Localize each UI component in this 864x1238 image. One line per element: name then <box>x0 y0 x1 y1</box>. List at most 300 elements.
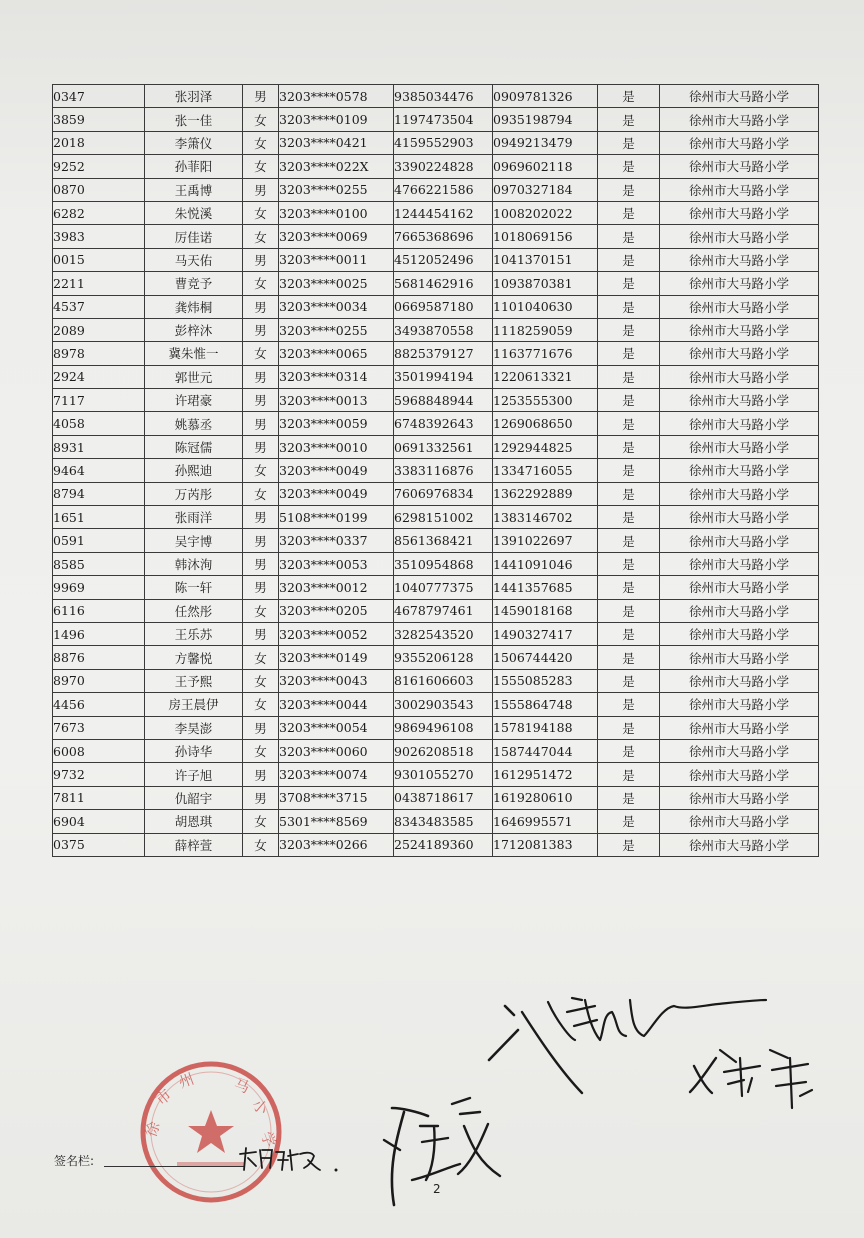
student-code-cell: 7117 <box>53 389 145 412</box>
student-name-cell: 张一佳 <box>145 108 243 131</box>
status-cell: 是 <box>598 108 660 131</box>
svg-text:徐: 徐 <box>141 1119 164 1140</box>
handwritten-name-signature <box>234 1140 344 1176</box>
svg-text:马: 马 <box>231 1074 252 1097</box>
number-b-cell: 1253555300 <box>493 389 598 412</box>
status-cell: 是 <box>598 622 660 645</box>
id-card-cell: 3203****0025 <box>279 272 394 295</box>
table-row <box>53 412 819 435</box>
number-a-cell: 1040777375 <box>394 576 493 599</box>
student-code-cell: 8978 <box>53 342 145 365</box>
table-row <box>53 482 819 505</box>
id-card-cell: 3708****3715 <box>279 786 394 809</box>
school-cell: 徐州市大马路小学 <box>660 576 819 599</box>
number-a-cell: 9301055270 <box>394 763 493 786</box>
number-a-cell: 0669587180 <box>394 295 493 318</box>
number-b-cell: 1391022697 <box>493 529 598 552</box>
student-code-cell: 9252 <box>53 155 145 178</box>
table-row <box>53 506 819 529</box>
school-cell: 徐州市大马路小学 <box>660 365 819 388</box>
number-b-cell: 1646995571 <box>493 810 598 833</box>
gender-cell: 男 <box>243 576 279 599</box>
status-cell: 是 <box>598 248 660 271</box>
gender-cell: 男 <box>243 506 279 529</box>
student-code-cell: 0870 <box>53 178 145 201</box>
number-a-cell: 9869496108 <box>394 716 493 739</box>
number-a-cell: 9385034476 <box>394 85 493 108</box>
school-cell: 徐州市大马路小学 <box>660 459 819 482</box>
number-b-cell: 1459018168 <box>493 599 598 622</box>
student-code-cell: 4537 <box>53 295 145 318</box>
number-a-cell: 4512052496 <box>394 248 493 271</box>
status-cell: 是 <box>598 389 660 412</box>
school-cell: 徐州市大马路小学 <box>660 342 819 365</box>
table-row <box>53 576 819 599</box>
id-card-cell: 3203****0049 <box>279 482 394 505</box>
number-a-cell: 6748392643 <box>394 412 493 435</box>
table-row <box>53 763 819 786</box>
table-row <box>53 108 819 131</box>
school-cell: 徐州市大马路小学 <box>660 248 819 271</box>
student-code-cell: 2211 <box>53 272 145 295</box>
gender-cell: 男 <box>243 412 279 435</box>
student-name-cell: 厉佳诺 <box>145 225 243 248</box>
school-cell: 徐州市大马路小学 <box>660 646 819 669</box>
status-cell: 是 <box>598 786 660 809</box>
gender-cell: 男 <box>243 295 279 318</box>
id-card-cell: 3203****0100 <box>279 201 394 224</box>
id-card-cell: 3203****0065 <box>279 342 394 365</box>
student-code-cell: 9464 <box>53 459 145 482</box>
status-cell: 是 <box>598 459 660 482</box>
table-row <box>53 225 819 248</box>
status-cell: 是 <box>598 763 660 786</box>
number-a-cell: 6298151002 <box>394 506 493 529</box>
number-b-cell: 1269068650 <box>493 412 598 435</box>
student-code-cell: 8970 <box>53 669 145 692</box>
svg-text:州: 州 <box>176 1069 197 1092</box>
student-code-cell: 8931 <box>53 435 145 458</box>
school-cell: 徐州市大马路小学 <box>660 318 819 341</box>
number-a-cell: 0691332561 <box>394 435 493 458</box>
student-name-cell: 李昊澎 <box>145 716 243 739</box>
id-card-cell: 3203****0255 <box>279 318 394 341</box>
official-seal-stamp <box>137 1058 285 1206</box>
student-name-cell: 冀朱惟一 <box>145 342 243 365</box>
school-cell: 徐州市大马路小学 <box>660 435 819 458</box>
school-cell: 徐州市大马路小学 <box>660 131 819 154</box>
school-cell: 徐州市大马路小学 <box>660 599 819 622</box>
table-row <box>53 622 819 645</box>
number-a-cell: 4678797461 <box>394 599 493 622</box>
id-card-cell: 3203****0205 <box>279 599 394 622</box>
student-code-cell: 6904 <box>53 810 145 833</box>
svg-text:学: 学 <box>257 1129 280 1150</box>
school-cell: 徐州市大马路小学 <box>660 155 819 178</box>
table-row <box>53 599 819 622</box>
gender-cell: 女 <box>243 108 279 131</box>
number-b-cell: 1441357685 <box>493 576 598 599</box>
number-a-cell: 7606976834 <box>394 482 493 505</box>
school-cell: 徐州市大马路小学 <box>660 201 819 224</box>
number-a-cell: 9355206128 <box>394 646 493 669</box>
gender-cell: 女 <box>243 833 279 856</box>
student-name-cell: 马天佑 <box>145 248 243 271</box>
number-b-cell: 0970327184 <box>493 178 598 201</box>
id-card-cell: 3203****0052 <box>279 622 394 645</box>
status-cell: 是 <box>598 272 660 295</box>
student-code-cell: 2924 <box>53 365 145 388</box>
gender-cell: 男 <box>243 178 279 201</box>
student-name-cell: 龚炜桐 <box>145 295 243 318</box>
page-number: 2 <box>433 1182 441 1196</box>
number-b-cell: 1587447044 <box>493 739 598 762</box>
student-name-cell: 王乐苏 <box>145 622 243 645</box>
table-row <box>53 248 819 271</box>
gender-cell: 男 <box>243 85 279 108</box>
number-b-cell: 1118259059 <box>493 318 598 341</box>
number-a-cell: 8561368421 <box>394 529 493 552</box>
gender-cell: 女 <box>243 225 279 248</box>
id-card-cell: 3203****0314 <box>279 365 394 388</box>
gender-cell: 男 <box>243 318 279 341</box>
signature-line <box>104 1166 244 1167</box>
gender-cell: 男 <box>243 389 279 412</box>
id-card-cell: 3203****0043 <box>279 669 394 692</box>
id-card-cell: 3203****0578 <box>279 85 394 108</box>
status-cell: 是 <box>598 552 660 575</box>
table-row <box>53 295 819 318</box>
school-cell: 徐州市大马路小学 <box>660 529 819 552</box>
gender-cell: 女 <box>243 342 279 365</box>
school-cell: 徐州市大马路小学 <box>660 178 819 201</box>
school-cell: 徐州市大马路小学 <box>660 85 819 108</box>
id-card-cell: 3203****0059 <box>279 412 394 435</box>
student-code-cell: 3983 <box>53 225 145 248</box>
gender-cell: 女 <box>243 459 279 482</box>
svg-text:市: 市 <box>152 1085 176 1110</box>
status-cell: 是 <box>598 693 660 716</box>
school-cell: 徐州市大马路小学 <box>660 295 819 318</box>
gender-cell: 男 <box>243 622 279 645</box>
school-cell: 徐州市大马路小学 <box>660 552 819 575</box>
student-code-cell: 0591 <box>53 529 145 552</box>
number-a-cell: 5681462916 <box>394 272 493 295</box>
gender-cell: 男 <box>243 763 279 786</box>
status-cell: 是 <box>598 365 660 388</box>
student-name-cell: 郭世元 <box>145 365 243 388</box>
school-cell: 徐州市大马路小学 <box>660 482 819 505</box>
table-row <box>53 342 819 365</box>
student-code-cell: 0347 <box>53 85 145 108</box>
student-name-cell: 姚慕丞 <box>145 412 243 435</box>
status-cell: 是 <box>598 833 660 856</box>
school-cell: 徐州市大马路小学 <box>660 786 819 809</box>
number-b-cell: 1578194188 <box>493 716 598 739</box>
table-row <box>53 669 819 692</box>
status-cell: 是 <box>598 131 660 154</box>
number-b-cell: 1441091046 <box>493 552 598 575</box>
student-name-cell: 仇韶宇 <box>145 786 243 809</box>
status-cell: 是 <box>598 716 660 739</box>
number-b-cell: 1712081383 <box>493 833 598 856</box>
student-name-cell: 房王晨伊 <box>145 693 243 716</box>
gender-cell: 男 <box>243 248 279 271</box>
table-row <box>53 693 819 716</box>
student-name-cell: 王禹博 <box>145 178 243 201</box>
school-cell: 徐州市大马路小学 <box>660 739 819 762</box>
student-name-cell: 孙诗华 <box>145 739 243 762</box>
id-card-cell: 3203****0149 <box>279 646 394 669</box>
table-row <box>53 786 819 809</box>
gender-cell: 女 <box>243 646 279 669</box>
table-row <box>53 272 819 295</box>
status-cell: 是 <box>598 669 660 692</box>
student-name-cell: 孙熙迪 <box>145 459 243 482</box>
id-card-cell: 3203****0010 <box>279 435 394 458</box>
status-cell: 是 <box>598 529 660 552</box>
student-code-cell: 9732 <box>53 763 145 786</box>
id-card-cell: 3203****0034 <box>279 295 394 318</box>
table-row <box>53 201 819 224</box>
gender-cell: 男 <box>243 716 279 739</box>
id-card-cell: 5108****0199 <box>279 506 394 529</box>
table-row <box>53 131 819 154</box>
number-a-cell: 1244454162 <box>394 201 493 224</box>
number-b-cell: 1612951472 <box>493 763 598 786</box>
student-name-cell: 万芮彤 <box>145 482 243 505</box>
number-a-cell: 4159552903 <box>394 131 493 154</box>
id-card-cell: 3203****0049 <box>279 459 394 482</box>
table-row <box>53 459 819 482</box>
school-cell: 徐州市大马路小学 <box>660 506 819 529</box>
number-a-cell: 1197473504 <box>394 108 493 131</box>
school-cell: 徐州市大马路小学 <box>660 412 819 435</box>
student-code-cell: 1496 <box>53 622 145 645</box>
id-card-cell: 3203****0053 <box>279 552 394 575</box>
number-a-cell: 7665368696 <box>394 225 493 248</box>
status-cell: 是 <box>598 225 660 248</box>
student-code-cell: 0015 <box>53 248 145 271</box>
id-card-cell: 3203****0255 <box>279 178 394 201</box>
status-cell: 是 <box>598 435 660 458</box>
id-card-cell: 5301****8569 <box>279 810 394 833</box>
number-b-cell: 1334716055 <box>493 459 598 482</box>
id-card-cell: 3203****0074 <box>279 763 394 786</box>
table-row <box>53 155 819 178</box>
status-cell: 是 <box>598 810 660 833</box>
number-a-cell: 8343483585 <box>394 810 493 833</box>
id-card-cell: 3203****0044 <box>279 693 394 716</box>
school-cell: 徐州市大马路小学 <box>660 225 819 248</box>
number-b-cell: 0935198794 <box>493 108 598 131</box>
number-b-cell: 1383146702 <box>493 506 598 529</box>
student-name-cell: 薛梓萱 <box>145 833 243 856</box>
student-roster-table <box>52 84 819 857</box>
school-cell: 徐州市大马路小学 <box>660 272 819 295</box>
status-cell: 是 <box>598 739 660 762</box>
student-code-cell: 9969 <box>53 576 145 599</box>
number-a-cell: 5968848944 <box>394 389 493 412</box>
id-card-cell: 3203****0421 <box>279 131 394 154</box>
table-row <box>53 178 819 201</box>
student-name-cell: 王予熙 <box>145 669 243 692</box>
student-name-cell: 朱悦溪 <box>145 201 243 224</box>
school-cell: 徐州市大马路小学 <box>660 693 819 716</box>
number-b-cell: 1018069156 <box>493 225 598 248</box>
status-cell: 是 <box>598 342 660 365</box>
id-card-cell: 3203****0337 <box>279 529 394 552</box>
status-cell: 是 <box>598 599 660 622</box>
student-code-cell: 0375 <box>53 833 145 856</box>
number-b-cell: 1101040630 <box>493 295 598 318</box>
id-card-cell: 3203****0266 <box>279 833 394 856</box>
gender-cell: 女 <box>243 155 279 178</box>
school-cell: 徐州市大马路小学 <box>660 389 819 412</box>
id-card-cell: 3203****0054 <box>279 716 394 739</box>
student-name-cell: 吴宇博 <box>145 529 243 552</box>
gender-cell: 女 <box>243 693 279 716</box>
student-name-cell: 李箫仪 <box>145 131 243 154</box>
student-name-cell: 韩沐洵 <box>145 552 243 575</box>
status-cell: 是 <box>598 506 660 529</box>
table-row <box>53 435 819 458</box>
school-cell: 徐州市大马路小学 <box>660 763 819 786</box>
student-code-cell: 4058 <box>53 412 145 435</box>
id-card-cell: 3203****022X <box>279 155 394 178</box>
id-card-cell: 3203****0060 <box>279 739 394 762</box>
student-name-cell: 任然彤 <box>145 599 243 622</box>
gender-cell: 女 <box>243 482 279 505</box>
table-row <box>53 318 819 341</box>
student-name-cell: 许子旭 <box>145 763 243 786</box>
status-cell: 是 <box>598 412 660 435</box>
school-cell: 徐州市大马路小学 <box>660 716 819 739</box>
gender-cell: 女 <box>243 669 279 692</box>
status-cell: 是 <box>598 85 660 108</box>
status-cell: 是 <box>598 646 660 669</box>
svg-text:小: 小 <box>248 1095 272 1119</box>
number-b-cell: 1619280610 <box>493 786 598 809</box>
student-code-cell: 6282 <box>53 201 145 224</box>
gender-cell: 男 <box>243 435 279 458</box>
gender-cell: 男 <box>243 365 279 388</box>
student-name-cell: 许珺豪 <box>145 389 243 412</box>
student-name-cell: 方馨悦 <box>145 646 243 669</box>
number-a-cell: 8161606603 <box>394 669 493 692</box>
student-code-cell: 8794 <box>53 482 145 505</box>
status-cell: 是 <box>598 318 660 341</box>
id-card-cell: 3203****0013 <box>279 389 394 412</box>
number-a-cell: 3002903543 <box>394 693 493 716</box>
table-row <box>53 529 819 552</box>
student-code-cell: 8876 <box>53 646 145 669</box>
signature-field-label: 签名栏: <box>54 1154 95 1168</box>
number-b-cell: 1555864748 <box>493 693 598 716</box>
number-a-cell: 0438718617 <box>394 786 493 809</box>
student-name-cell: 张雨洋 <box>145 506 243 529</box>
student-code-cell: 7673 <box>53 716 145 739</box>
student-code-cell: 4456 <box>53 693 145 716</box>
status-cell: 是 <box>598 482 660 505</box>
gender-cell: 男 <box>243 529 279 552</box>
student-name-cell: 彭梓沐 <box>145 318 243 341</box>
student-name-cell: 陈一轩 <box>145 576 243 599</box>
student-name-cell: 胡恩琪 <box>145 810 243 833</box>
table-row <box>53 716 819 739</box>
student-name-cell: 孙菲阳 <box>145 155 243 178</box>
number-a-cell: 2524189360 <box>394 833 493 856</box>
number-b-cell: 1093870381 <box>493 272 598 295</box>
student-code-cell: 8585 <box>53 552 145 575</box>
gender-cell: 女 <box>243 599 279 622</box>
number-a-cell: 3383116876 <box>394 459 493 482</box>
student-code-cell: 6116 <box>53 599 145 622</box>
number-b-cell: 1490327417 <box>493 622 598 645</box>
number-b-cell: 0949213479 <box>493 131 598 154</box>
table-row <box>53 389 819 412</box>
school-cell: 徐州市大马路小学 <box>660 622 819 645</box>
student-code-cell: 6008 <box>53 739 145 762</box>
id-card-cell: 3203****0109 <box>279 108 394 131</box>
table-row <box>53 646 819 669</box>
table-row <box>53 833 819 856</box>
table-row <box>53 552 819 575</box>
table-row <box>53 85 819 108</box>
gender-cell: 男 <box>243 786 279 809</box>
gender-cell: 男 <box>243 552 279 575</box>
number-b-cell: 0909781326 <box>493 85 598 108</box>
number-a-cell: 4766221586 <box>394 178 493 201</box>
student-name-cell: 曹竞予 <box>145 272 243 295</box>
number-a-cell: 3390224828 <box>394 155 493 178</box>
table-row <box>53 810 819 833</box>
number-b-cell: 1008202022 <box>493 201 598 224</box>
status-cell: 是 <box>598 155 660 178</box>
number-a-cell: 3510954868 <box>394 552 493 575</box>
school-cell: 徐州市大马路小学 <box>660 833 819 856</box>
id-card-cell: 3203****0012 <box>279 576 394 599</box>
status-cell: 是 <box>598 178 660 201</box>
number-b-cell: 1163771676 <box>493 342 598 365</box>
status-cell: 是 <box>598 295 660 318</box>
number-b-cell: 1220613321 <box>493 365 598 388</box>
number-b-cell: 1041370151 <box>493 248 598 271</box>
table-row <box>53 739 819 762</box>
roster-body <box>53 85 819 857</box>
number-b-cell: 1362292889 <box>493 482 598 505</box>
student-code-cell: 2089 <box>53 318 145 341</box>
student-code-cell: 2018 <box>53 131 145 154</box>
number-a-cell: 8825379127 <box>394 342 493 365</box>
status-cell: 是 <box>598 576 660 599</box>
gender-cell: 女 <box>243 810 279 833</box>
number-a-cell: 3282543520 <box>394 622 493 645</box>
gender-cell: 女 <box>243 131 279 154</box>
number-b-cell: 0969602118 <box>493 155 598 178</box>
gender-cell: 女 <box>243 272 279 295</box>
gender-cell: 女 <box>243 739 279 762</box>
student-code-cell: 3859 <box>53 108 145 131</box>
student-name-cell: 陈冠儒 <box>145 435 243 458</box>
number-b-cell: 1292944825 <box>493 435 598 458</box>
student-code-cell: 1651 <box>53 506 145 529</box>
number-b-cell: 1555085283 <box>493 669 598 692</box>
student-name-cell: 张羽泽 <box>145 85 243 108</box>
table-row <box>53 365 819 388</box>
id-card-cell: 3203****0069 <box>279 225 394 248</box>
number-a-cell: 9026208518 <box>394 739 493 762</box>
